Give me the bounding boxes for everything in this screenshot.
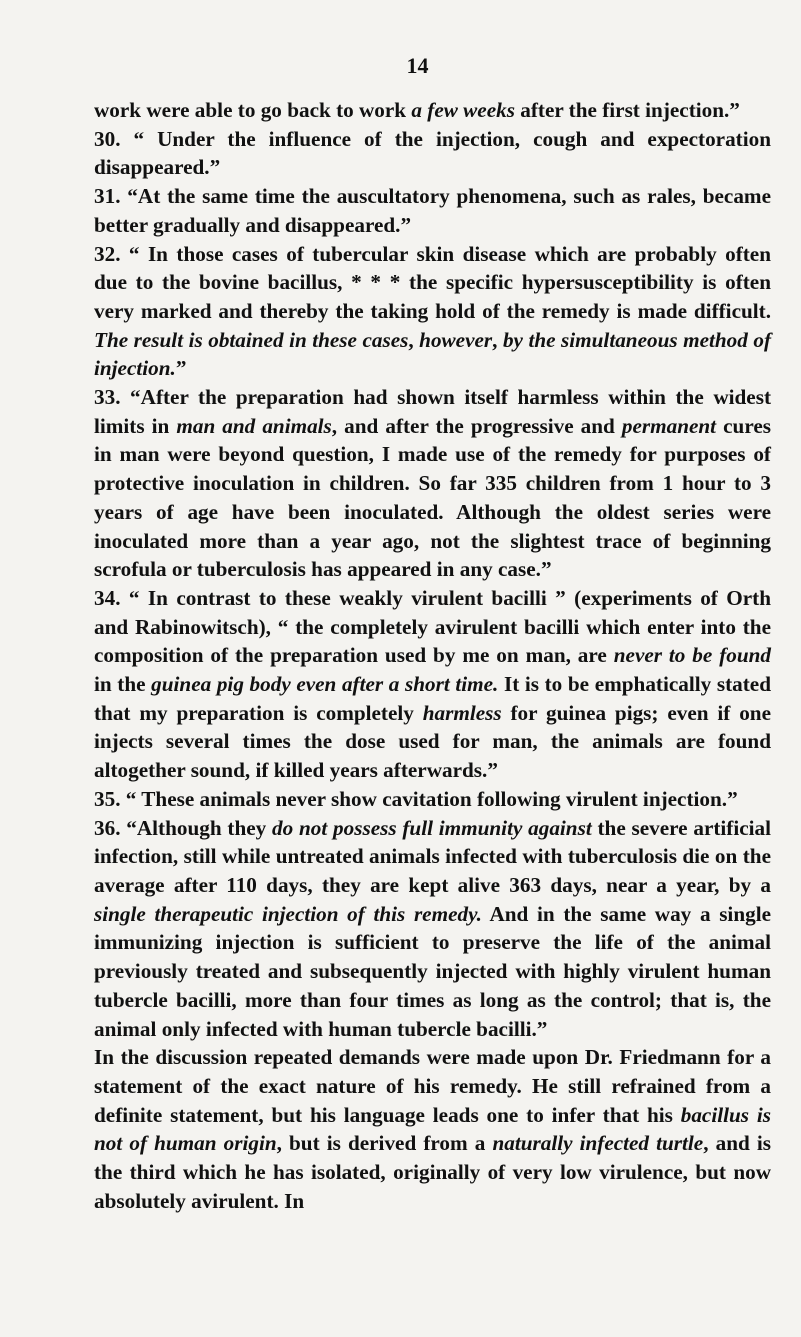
text-run: 36. “Although they [94, 815, 273, 840]
italic-text: naturally infected turtle [492, 1131, 704, 1156]
paragraph [94, 96, 771, 125]
paragraph [94, 814, 771, 1044]
page-number: 14 [406, 53, 429, 78]
text-run: after the first injection.” [514, 98, 740, 122]
text-run: And in the same way a single immunizing injection is sufficient to preserve the life of the animal previously treated and subsequently injected with highly virulent human tubercle bacilli, more than four times as long as the control; that is, the animal only infected with human tubercle bacilli.” [94, 901, 771, 1041]
text-run: , [408, 327, 420, 352]
text-run: 33. “After the preparation had shown itself harmless within the widest limits in [94, 385, 771, 438]
paragraph [94, 584, 771, 785]
text-run: the severe artificial infection, still while untreated animals infected with tuberculosis die on the average after 110 days, they are kept alive 363 days, near a year, by a [94, 815, 772, 897]
text-run: , and is the third which he has isolated, originally of very low virulence, but now absolutely avirulent. In [94, 1131, 772, 1213]
text-run: for guinea pigs; even if one injects several times the dose used for man, the animals are found altogether sound, if killed years afterwards.” [94, 700, 771, 783]
text-run: 32. “ In those cases of tubercular skin disease which are probably often due to the bovine bacillus, * * * the specific hypersusceptibility is often very marked and thereby the taking hold of the remedy is made difficult. [94, 241, 771, 323]
text-run: 30. “ Under the influence of the injection, cough and expectoration disappeared.” [94, 126, 771, 180]
paragraph [94, 785, 771, 814]
italic-text: however [419, 327, 493, 352]
text-run: ” [175, 356, 187, 381]
italic-text: The result is obtained in these cases [94, 327, 409, 352]
paragraph [94, 1043, 771, 1215]
text-run: work were able to go back to work [94, 98, 412, 122]
text-run: , [492, 327, 503, 352]
italic-text: guinea pig body even after a short time. [151, 672, 499, 697]
italic-text: bacillus is not of human origin [94, 1102, 771, 1156]
body-text [94, 96, 771, 1215]
italic-text: never to be found [613, 643, 772, 668]
text-run: In the discussion repeated demands were made upon Dr. Friedmann for a statement of the exact nature of his remedy. He still refrained from a definite statement, but his language leads one to infer that his [94, 1045, 771, 1127]
paragraph [94, 383, 771, 584]
italic-text: by the simultaneous method of injection. [94, 327, 772, 381]
italic-text: permanent [621, 413, 717, 438]
italic-text: single therapeutic injection of this remedy. [94, 901, 482, 926]
paragraph [94, 125, 771, 182]
text-run: 31. “At the same time the auscultatory phenomena, such as rales, became better gradually and disappeared.” [94, 184, 771, 237]
text-run: in the [94, 672, 152, 697]
italic-text: man and animals [176, 413, 332, 438]
text-run: 35. “ These animals never show cavitation following virulent injection.” [94, 786, 738, 811]
text-run: It is to be emphatically stated that my preparation is completely [94, 672, 771, 725]
text-run: cures in man were beyond question, I made use of the remedy for purposes of protective inoculation in children. So far 335 children from 1 hour to 3 years of age have been inoculated. Although the oldest series were inoculated more than a year ago, not the slightest trace of beginning scrofula or tuberculosis has appeared in any case.” [94, 413, 771, 582]
paragraph [94, 182, 771, 239]
italic-text: a few weeks [411, 98, 515, 122]
text-run: , but is derived from a [276, 1131, 493, 1156]
paragraph [94, 240, 771, 384]
text-run: 34. “ In contrast to these weakly virulent bacilli ” (experiments of Orth and Rabinowitsch), “ the completely avirulent bacilli which enter into the composition of the preparation used by me on man, are [94, 585, 771, 668]
italic-text: harmless [422, 700, 502, 725]
text-run: , and after the progressive and [331, 413, 622, 438]
italic-text: do not possess full immunity against [272, 815, 592, 840]
